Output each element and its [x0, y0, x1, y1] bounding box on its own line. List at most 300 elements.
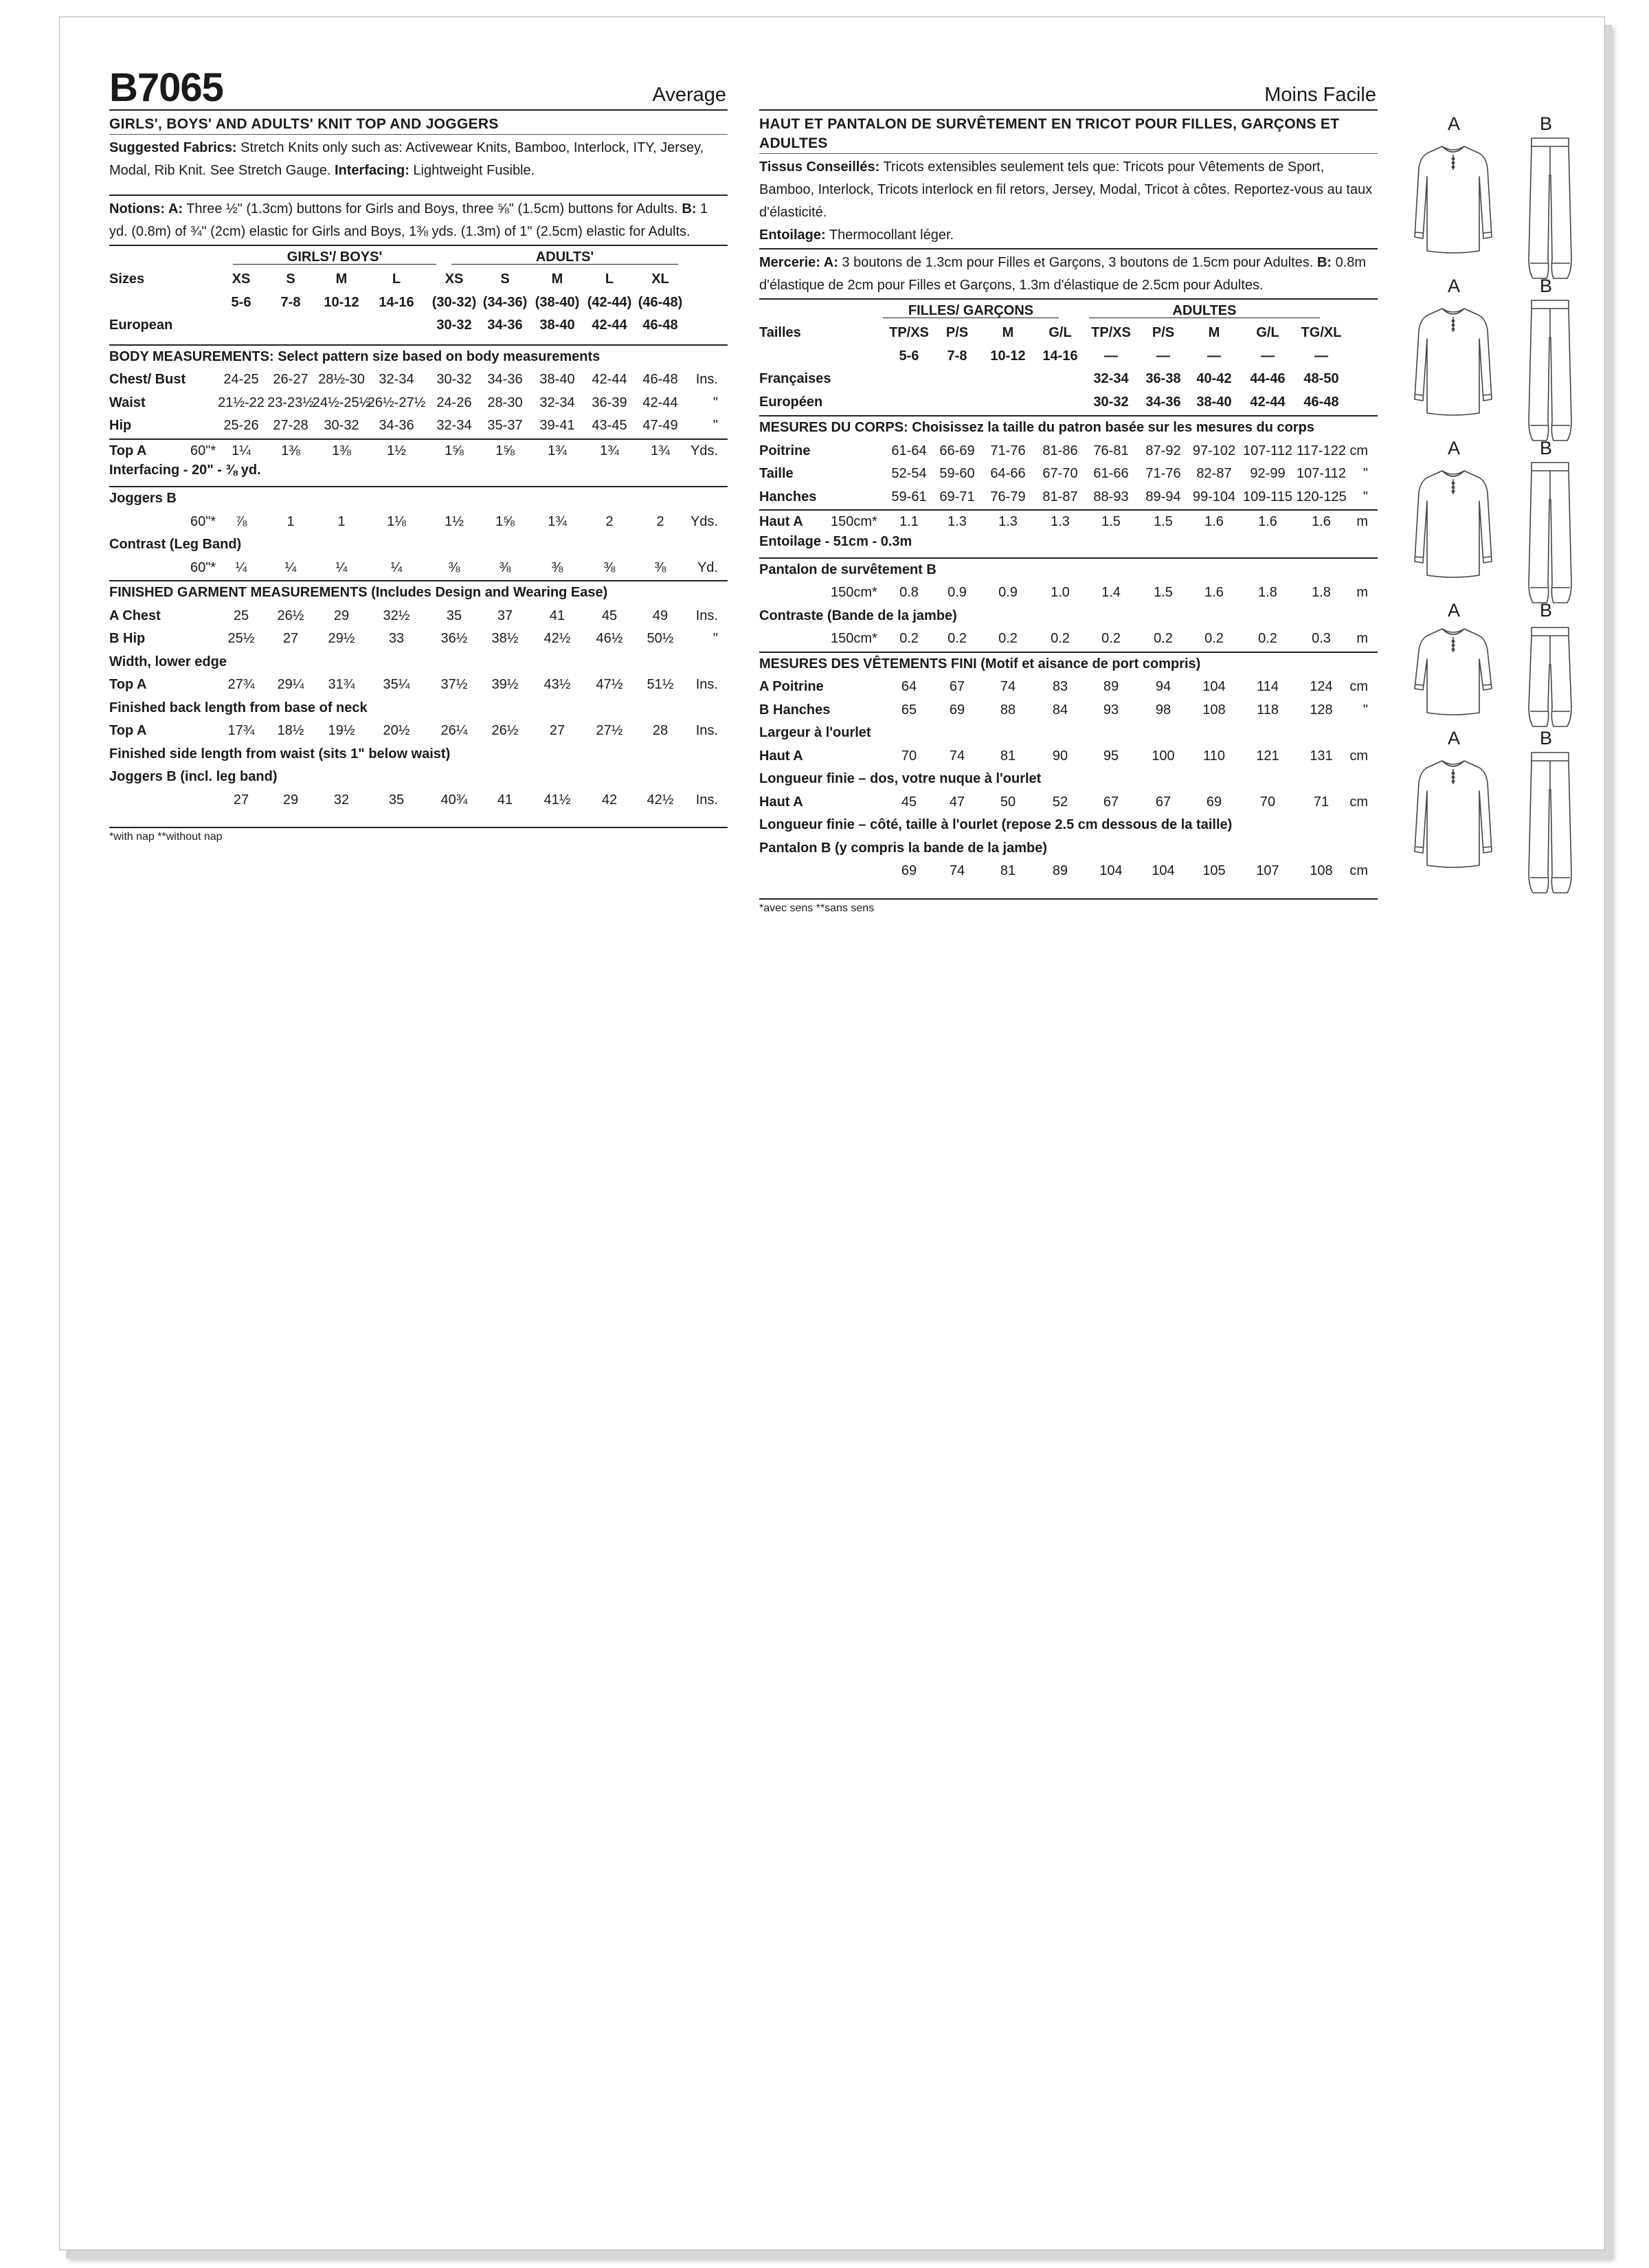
- joggers-yardage-row-fr: [759, 581, 1378, 605]
- table-cell: 49: [652, 608, 669, 623]
- finished-chest-label-fr: A Poitrine: [759, 679, 824, 694]
- notions-a-text-fr: 3 boutons de 1.3cm pour Filles et Garçons, 3 boutons de 1.5cm pour Adultes.: [838, 255, 1317, 270]
- finished-chest-unit-fr: cm: [1349, 679, 1368, 694]
- view-sketch-group: [1405, 113, 1584, 276]
- table-cell: 107: [1256, 863, 1279, 878]
- table-cell: 52-54: [891, 466, 927, 481]
- table-cell: 76-79: [990, 489, 1026, 504]
- table-cell: 47½: [596, 677, 623, 692]
- table-cell: 83: [1052, 679, 1068, 694]
- table-cell: 24-26: [436, 394, 472, 410]
- table-cell: 1¾: [548, 513, 567, 529]
- table-cell: 50½: [647, 631, 674, 646]
- table-cell: 43½: [543, 677, 571, 692]
- table-cell: 26½-27½: [367, 394, 426, 410]
- henley-top-short-icon: [1412, 623, 1494, 723]
- finished-hip-label-fr: B Hanches: [759, 702, 831, 718]
- view-a-label: A: [1448, 113, 1461, 134]
- notions-a-label: A:: [165, 201, 183, 216]
- table-cell: 67-70: [1042, 466, 1078, 481]
- width-row-fr: [759, 745, 1378, 768]
- table-cell: 1.1: [899, 514, 919, 529]
- side-label-row: [109, 766, 728, 789]
- european-row: [109, 314, 728, 337]
- interfacing-label: Interfacing:: [334, 163, 410, 178]
- table-cell: 34-36: [379, 418, 414, 433]
- table-cell: 74: [1000, 679, 1016, 694]
- technical-sketches: [1405, 113, 1584, 890]
- row-label: Taille: [759, 466, 794, 481]
- table-cell: 41½: [543, 792, 571, 808]
- table-cell: G/L: [1048, 325, 1072, 340]
- table-cell: 74: [949, 863, 965, 878]
- back-heading-row-fr: [759, 768, 1378, 791]
- side-unit-fr: cm: [1349, 863, 1368, 878]
- view-b-label: B: [1540, 113, 1553, 134]
- topa-width: 60"*: [190, 443, 216, 458]
- back-unit: Ins.: [695, 723, 718, 738]
- pattern-title: GIRLS', BOYS' AND ADULTS' KNIT TOP AND JOGGERS: [109, 116, 499, 132]
- table-cell: 98: [1155, 702, 1171, 718]
- table-cell: 27½: [596, 723, 623, 738]
- table-cell: 0.2: [998, 631, 1018, 646]
- table-cell: 0.9: [998, 585, 1018, 600]
- table-cell: 42½: [543, 631, 571, 646]
- pattern-title-fr: HAUT ET PANTALON DE SURVÊTEMENT EN TRICOT POUR FILLES, GARÇONS ET ADULTES: [759, 116, 1340, 151]
- joggers-unit-fr: m: [1356, 585, 1368, 600]
- width-unit: Ins.: [695, 677, 718, 692]
- finished-heading-fr: MESURES DES VÊTEMENTS FINI (Motif et aisance de port compris): [759, 656, 1201, 671]
- table-cell: —: [1207, 348, 1221, 364]
- table-cell: 25-26: [223, 418, 259, 433]
- interfacing-row: [109, 463, 728, 480]
- table-cell: 1.6: [1258, 514, 1277, 529]
- table-cell: 84: [1052, 702, 1068, 718]
- table-cell: 46-48: [642, 318, 678, 333]
- table-cell: 107-112: [1243, 443, 1292, 458]
- row-label: Hanches: [759, 489, 817, 504]
- table-cell: 1½: [445, 513, 464, 529]
- table-cell: M: [1208, 325, 1220, 340]
- table-cell: 81-86: [1042, 443, 1078, 458]
- table-cell: 36-38: [1145, 371, 1181, 386]
- joggers-label-fr: Pantalon de survêtement B: [759, 562, 936, 577]
- henley-top-long-sleeve-icon: [1412, 465, 1494, 586]
- contrast-yardage-row: [109, 557, 728, 580]
- henley-top-long-sleeve-icon: [1412, 755, 1494, 876]
- european-row-fr: [759, 391, 1378, 414]
- view-a-label: A: [1448, 600, 1461, 621]
- row-unit: cm: [1349, 443, 1368, 458]
- body-heading-row: [109, 346, 728, 369]
- table-cell: 59-61: [891, 489, 927, 504]
- table-cell: 66-69: [939, 443, 975, 458]
- view-b-label: B: [1540, 438, 1553, 458]
- table-cell: ¼: [284, 559, 297, 575]
- table-cell: 46½: [596, 631, 623, 646]
- table-cell: 0.2: [1258, 631, 1277, 646]
- table-cell: 34-36: [1145, 394, 1181, 410]
- table-cell: 38-40: [539, 318, 575, 333]
- interfacing-label-fr: Entoilage:: [759, 227, 826, 243]
- table-cell: 32-34: [436, 418, 472, 433]
- contrast-label-row: [109, 533, 728, 557]
- joggers-icon: [1526, 134, 1574, 289]
- table-cell: 52: [1052, 794, 1068, 810]
- table-cell: 14-16: [379, 294, 414, 310]
- joggers-icon: [1526, 748, 1574, 903]
- table-cell: 50: [1000, 794, 1016, 810]
- table-cell: 104: [1202, 679, 1226, 694]
- table-cell: 97-102: [1192, 443, 1236, 458]
- table-cell: 0.8: [899, 585, 919, 600]
- side-label-fr: Pantalon B (y compris la bande de la jambe): [759, 840, 1047, 856]
- table-cell: 30-32: [436, 318, 472, 333]
- table-cell: 32-34: [1093, 371, 1129, 386]
- width-row: [109, 674, 728, 697]
- english-column: [109, 63, 728, 843]
- table-cell: 51½: [647, 677, 674, 692]
- back-length-row: [109, 720, 728, 743]
- view-sketch-group: [1405, 728, 1584, 890]
- table-cell: 82-87: [1196, 466, 1232, 481]
- table-cell: 0.2: [899, 631, 919, 646]
- table-cell: XS: [232, 271, 251, 287]
- table-cell: 109-115: [1243, 489, 1292, 504]
- table-cell: 42-44: [592, 318, 627, 333]
- table-cell: 1⅝: [495, 513, 515, 529]
- sizes-number-row: [109, 291, 728, 315]
- row-label: Chest/ Bust: [109, 372, 186, 387]
- notions-b-text-fr: 0.8m d'élastique de 2cm pour Filles et Garçons, 1.3m d'élastique de 2.5cm pour Adultes.: [759, 255, 1367, 293]
- view-sketch-group: [1405, 600, 1584, 728]
- table-cell: 29: [333, 608, 350, 623]
- side-length-row-fr: [759, 860, 1378, 883]
- row-unit: ": [713, 418, 718, 433]
- table-cell: M: [551, 271, 563, 287]
- table-cell: ⅜: [654, 559, 666, 575]
- table-cell: 100: [1152, 748, 1175, 764]
- table-cell: 1.3: [947, 514, 967, 529]
- table-cell: 27¾: [227, 677, 255, 692]
- table-cell: TP/XS: [1091, 325, 1131, 340]
- table-cell: 25: [233, 608, 249, 623]
- table-cell: 70: [1259, 794, 1276, 810]
- table-cell: 44-46: [1250, 371, 1286, 386]
- table-cell: 1: [337, 513, 346, 529]
- table-cell: 40-42: [1196, 371, 1232, 386]
- table-cell: 39-41: [539, 418, 575, 433]
- table-cell: 81-87: [1042, 489, 1078, 504]
- table-cell: 70: [901, 748, 917, 764]
- joggers-yardage-row: [109, 511, 728, 534]
- table-cell: 89: [1103, 679, 1119, 694]
- joggers-width: 60"*: [190, 513, 216, 529]
- table-cell: (46-48): [638, 294, 683, 310]
- body-heading-fr: MESURES DU CORPS: Choisissez la taille du patron basée sur les mesures du corps: [759, 420, 1315, 435]
- topa-label: Top A: [109, 443, 147, 458]
- table-cell: 27-28: [273, 418, 309, 433]
- notions-label-fr: Mercerie:: [759, 255, 820, 270]
- table-cell: 19½: [328, 723, 355, 738]
- table-cell: 114: [1257, 679, 1279, 694]
- table-cell: 46-48: [642, 372, 678, 387]
- table-cell: 42-44: [642, 394, 678, 410]
- table-cell: 32: [333, 792, 350, 808]
- table-cell: 41: [497, 792, 513, 808]
- table-cell: 76-81: [1093, 443, 1129, 458]
- table-cell: 1.3: [998, 514, 1018, 529]
- body-heading: BODY MEASUREMENTS: Select pattern size based on body measurements: [109, 348, 601, 364]
- table-cell: 1⅜: [281, 443, 300, 458]
- table-cell: 0.9: [947, 585, 967, 600]
- notions-b-label-fr: B:: [1316, 255, 1332, 270]
- table-cell: 121: [1256, 748, 1279, 764]
- side-length-row: [109, 789, 728, 812]
- row-label: Hip: [109, 418, 132, 433]
- table-cell: 1.6: [1204, 514, 1224, 529]
- table-cell: 38½: [491, 631, 519, 646]
- table-cell: 0.3: [1312, 631, 1331, 646]
- table-cell: 47-49: [642, 418, 678, 433]
- table-cell: —: [1156, 348, 1170, 364]
- table-cell: M: [335, 271, 348, 287]
- table-cell: 90: [1052, 748, 1068, 764]
- table-cell: XL: [651, 271, 669, 287]
- table-cell: 89-94: [1145, 489, 1181, 504]
- back-label: Top A: [109, 723, 147, 738]
- table-cell: 2: [656, 513, 664, 529]
- table-cell: 64-66: [990, 466, 1026, 481]
- table-cell: TG/XL: [1301, 325, 1342, 340]
- table-cell: 0.2: [1204, 631, 1224, 646]
- table-cell: P/S: [1152, 325, 1175, 340]
- table-cell: G/L: [1256, 325, 1279, 340]
- notions-paragraph: [109, 196, 728, 243]
- table-cell: 1.5: [1154, 585, 1173, 600]
- group-kids: GIRLS'/ BOYS': [233, 250, 436, 265]
- table-cell: 69: [1206, 794, 1222, 810]
- body-measurement-row: [109, 392, 728, 415]
- table-cell: 0.2: [947, 631, 967, 646]
- finished-chest-unit: Ins.: [695, 608, 718, 623]
- table-cell: 108: [1202, 702, 1226, 718]
- pattern-code: B7065: [109, 65, 223, 110]
- row-unit: ": [713, 394, 718, 410]
- table-cell: 61-66: [1093, 466, 1129, 481]
- sizes-row: [109, 268, 728, 291]
- width-heading-row: [109, 651, 728, 674]
- table-cell: 1.3: [1051, 514, 1070, 529]
- table-cell: L: [392, 271, 401, 287]
- table-cell: 40¾: [440, 792, 468, 808]
- header-fr: [759, 63, 1378, 111]
- table-cell: ⅜: [499, 559, 511, 575]
- finished-hip-row-fr: [759, 699, 1378, 722]
- table-cell: 27: [233, 792, 249, 808]
- sizes-number-row-fr: [759, 345, 1378, 368]
- table-cell: 42-44: [592, 372, 627, 387]
- table-cell: 41: [549, 608, 565, 623]
- table-cell: 5-6: [899, 348, 919, 364]
- view-b-label: B: [1540, 600, 1553, 621]
- footnote: *with nap **without nap: [109, 831, 223, 843]
- row-unit: Ins.: [695, 372, 718, 387]
- table-cell: XS: [445, 271, 464, 287]
- contrast-width: 60"*: [190, 559, 216, 575]
- table-cell: P/S: [945, 325, 969, 340]
- fabrics-label: Suggested Fabrics:: [109, 140, 237, 155]
- table-cell: (42-44): [587, 294, 632, 310]
- table-cell: 26½: [277, 608, 304, 623]
- table-cell: 87-92: [1145, 443, 1181, 458]
- table-cell: 10-12: [990, 348, 1026, 364]
- table-cell: 46-48: [1303, 394, 1339, 410]
- fabrics-text-fr: Tricots extensibles seulement tels que: Tricots pour Vêtements de Sport, Bamboo, Interlock, Tricots interlock en fil retors, Jersey, Modal, Tricot à côtes. Reportez-vous au taux d'élasticité.: [759, 159, 1373, 220]
- fabrics-paragraph-fr: [759, 154, 1378, 247]
- table-cell: —: [1314, 348, 1328, 364]
- table-cell: S: [286, 271, 295, 287]
- size-group-header: [109, 246, 728, 268]
- table-cell: ¼: [390, 559, 403, 575]
- finished-chest-label: A Chest: [109, 608, 161, 623]
- joggers-label: Joggers B: [109, 491, 177, 506]
- table-cell: 74: [949, 748, 965, 764]
- table-cell: 94: [1155, 679, 1171, 694]
- table-cell: 39½: [491, 677, 519, 692]
- difficulty-level: Average: [652, 84, 726, 106]
- table-cell: 61-64: [891, 443, 927, 458]
- table-cell: 1.6: [1204, 585, 1224, 600]
- table-cell: ¼: [235, 559, 247, 575]
- side-unit: Ins.: [695, 792, 718, 808]
- table-cell: 1¼: [232, 443, 251, 458]
- table-cell: 1.0: [1051, 585, 1070, 600]
- table-cell: 1⅛: [387, 513, 406, 529]
- body-measurement-row: [759, 486, 1378, 509]
- table-cell: 42½: [647, 792, 674, 808]
- table-cell: 1.4: [1101, 585, 1121, 600]
- table-cell: 43-45: [592, 418, 627, 433]
- row-label: Poitrine: [759, 443, 811, 458]
- table-cell: 32-34: [379, 372, 414, 387]
- table-cell: 89: [1052, 863, 1068, 878]
- table-cell: 17¾: [227, 723, 255, 738]
- table-cell: 105: [1202, 863, 1226, 878]
- henley-top-long-sleeve-icon: [1412, 303, 1494, 423]
- side-heading-fr: Longueur finie – côté, taille à l'ourlet (repose 2.5 cm dessous de la taille): [759, 817, 1233, 832]
- table-cell: 23-23½: [267, 394, 314, 410]
- width-unit-fr: cm: [1349, 748, 1368, 764]
- back-heading-fr: Longueur finie – dos, votre nuque à l'ourlet: [759, 771, 1042, 786]
- joggers-unit: Yds.: [690, 513, 718, 529]
- topa-yardage-row-fr: [759, 511, 1378, 534]
- table-cell: 1¾: [651, 443, 670, 458]
- fabrics-paragraph: [109, 135, 728, 182]
- topa-unit-fr: m: [1356, 514, 1368, 529]
- table-cell: 104: [1099, 863, 1123, 878]
- body-heading-row-fr: [759, 416, 1378, 440]
- table-cell: 0.2: [1154, 631, 1173, 646]
- contrast-label-fr: Contraste (Bande de la jambe): [759, 608, 957, 623]
- table-cell: 25½: [227, 631, 255, 646]
- table-cell: 38-40: [1196, 394, 1232, 410]
- interfacing-text-fr: Thermocollant léger.: [825, 227, 954, 243]
- table-cell: 99-104: [1192, 489, 1236, 504]
- body-measurement-row: [759, 463, 1378, 486]
- table-cell: 36½: [440, 631, 468, 646]
- interfacing-line: Interfacing - 20" - ⅜ yd.: [109, 463, 261, 478]
- table-cell: 29: [282, 792, 299, 808]
- view-sketch-group: [1405, 276, 1584, 438]
- table-cell: 30-32: [436, 372, 472, 387]
- table-cell: 26-27: [273, 372, 309, 387]
- table-cell: 21½-22: [218, 394, 265, 410]
- table-cell: 1.5: [1101, 514, 1121, 529]
- table-cell: 1⅜: [332, 443, 351, 458]
- table-cell: 36-39: [592, 394, 627, 410]
- table-cell: 92-99: [1250, 466, 1286, 481]
- table-cell: 34-36: [487, 372, 523, 387]
- table-cell: 131: [1310, 748, 1333, 764]
- table-cell: 1.6: [1312, 514, 1331, 529]
- table-cell: 67: [1103, 794, 1119, 810]
- joggers-short-icon: [1526, 623, 1574, 737]
- table-cell: 0.2: [1051, 631, 1070, 646]
- table-cell: 24-25: [223, 372, 259, 387]
- sizes-label: Sizes: [109, 271, 145, 287]
- table-cell: 7-8: [280, 294, 301, 310]
- joggers-label-row-fr: [759, 559, 1378, 582]
- table-cell: ⅜: [551, 559, 563, 575]
- joggers-icon: [1526, 296, 1574, 451]
- table-cell: ¼: [335, 559, 348, 575]
- table-cell: ⅜: [603, 559, 616, 575]
- contrast-unit-fr: m: [1356, 631, 1368, 646]
- table-cell: 24½-25½: [312, 394, 371, 410]
- table-cell: 18½: [277, 723, 304, 738]
- table-cell: 1¾: [548, 443, 567, 458]
- table-cell: (30-32): [431, 294, 477, 310]
- interfacing-text: Lightweight Fusible.: [409, 163, 535, 178]
- european-label-fr: Européen: [759, 394, 823, 410]
- contrast-yardage-row-fr: [759, 627, 1378, 651]
- body-measurement-row: [759, 440, 1378, 463]
- table-cell: 81: [1000, 863, 1016, 878]
- joggers-width-fr: 150cm*: [831, 585, 877, 600]
- view-b-label: B: [1540, 728, 1553, 748]
- finished-heading-row: [109, 581, 728, 605]
- header: [109, 63, 728, 111]
- table-cell: 1.5: [1154, 514, 1173, 529]
- francaises-row: [759, 368, 1378, 391]
- body-measurement-row: [109, 414, 728, 438]
- notions-b-text: 1 yd. (0.8m) of ¾" (2cm) elastic for Girls and Boys, 1⅜ yds. (1.3m) of 1" (2.5cm) elastic for Adults.: [109, 201, 708, 239]
- width-heading: Width, lower edge: [109, 654, 227, 669]
- joggers-label-row: [109, 487, 728, 511]
- table-cell: 1.8: [1312, 585, 1331, 600]
- table-cell: 28: [652, 723, 669, 738]
- table-cell: M: [1002, 325, 1014, 340]
- notions-b-label: B:: [682, 201, 697, 216]
- side-heading-row-fr: [759, 814, 1378, 837]
- body-measurement-rows: [109, 368, 728, 438]
- fabrics-label-fr: Tissus Conseillés:: [759, 159, 880, 175]
- table-cell: 107-112: [1297, 466, 1346, 481]
- table-cell: 42: [601, 792, 618, 808]
- table-cell: 29½: [328, 631, 355, 646]
- group-kids-fr: FILLES/ GARÇONS: [883, 304, 1059, 318]
